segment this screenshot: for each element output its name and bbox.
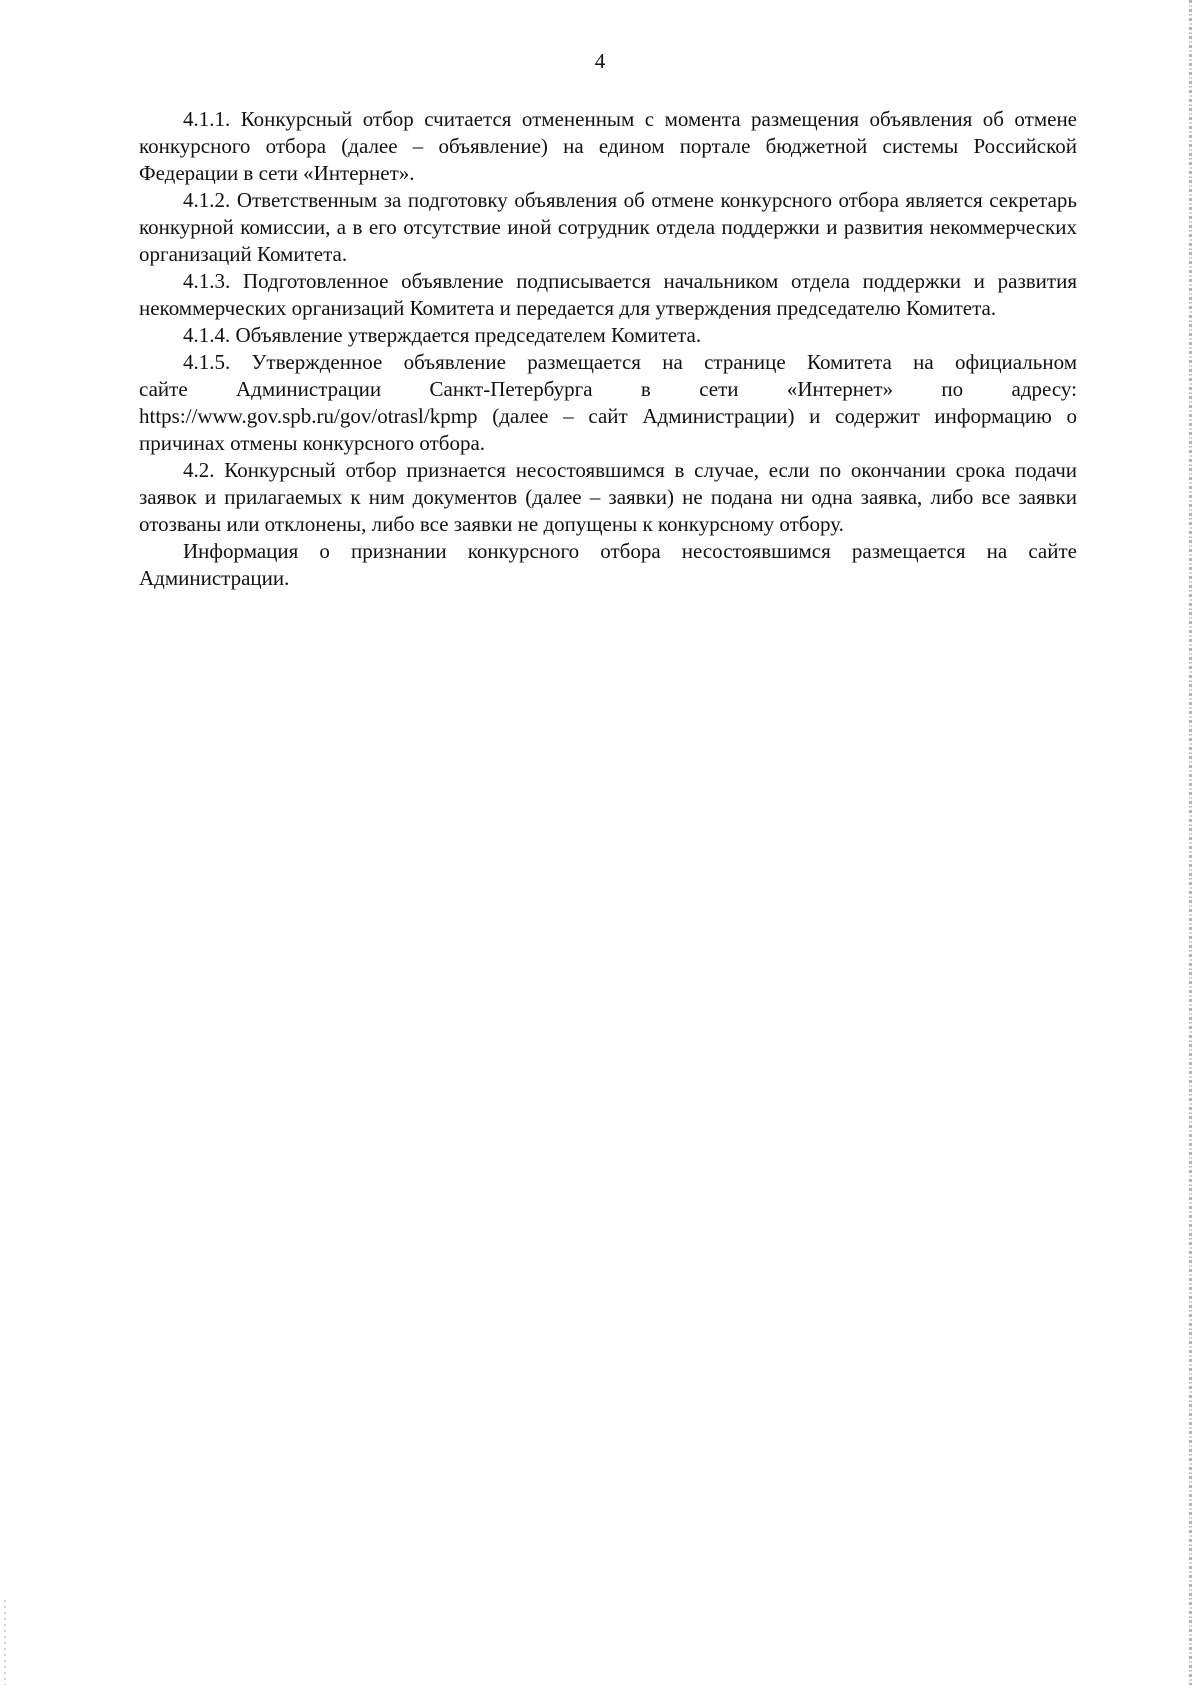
paragraph-4-1-1: 4.1.1. Конкурсный отбор считается отмененным с момента размещения объявления об отмене конкурсного отбора (далее – объявление) на едином портале бюджетной системы Российской Федерации в сети «Интернет». (139, 107, 1077, 185)
paragraph-info: Информация о признании конкурсного отбора несостоявшимся размещается на сайте Администрации. (139, 539, 1077, 590)
page-number: 4 (594, 49, 606, 73)
paragraph-4-1-3: 4.1.3. Подготовленное объявление подписывается начальником отдела поддержки и развития некоммерческих организаций Комитета и передается для утверждения председателю Комитета. (139, 269, 1077, 320)
scan-edge-artifact (1189, 0, 1192, 1685)
paragraph-4-1-5 (139, 349, 1077, 457)
paragraph-4-1-5-line-2: сайте Администрации Санкт-Петербурга в сети «Интернет» по адресу: (139, 377, 1077, 401)
scan-edge-artifact-left (4, 1600, 6, 1685)
paragraph-4-1-2: 4.1.2. Ответственным за подготовку объявления об отмене конкурсного отбора является секретарь конкурной комиссии, а в его отсутствие иной сотрудник отдела поддержки и развития некоммерческих организаций Комитета. (139, 188, 1077, 266)
paragraph-4-1-5-rest: https://www.gov.spb.ru/gov/otrasl/kpmp (далее – сайт Администрации) и содержит информацию о причинах отмены конкурсного отбора. (139, 404, 1077, 455)
paragraph-4-1-5-line-1: 4.1.5. Утвержденное объявление размещается на странице Комитета на официальном (183, 350, 1077, 374)
document-body (139, 106, 1077, 592)
paragraph-4-2: 4.2. Конкурсный отбор признается несостоявшимся в случае, если по окончании срока подачи заявок и прилагаемых к ним документов (далее – заявки) не подана ни одна заявка, либо все заявки отозваны или отклонены, либо все заявки не допущены к конкурсному отбору. (139, 458, 1077, 536)
paragraph-4-1-4: 4.1.4. Объявление утверждается председателем Комитета. (183, 323, 702, 347)
